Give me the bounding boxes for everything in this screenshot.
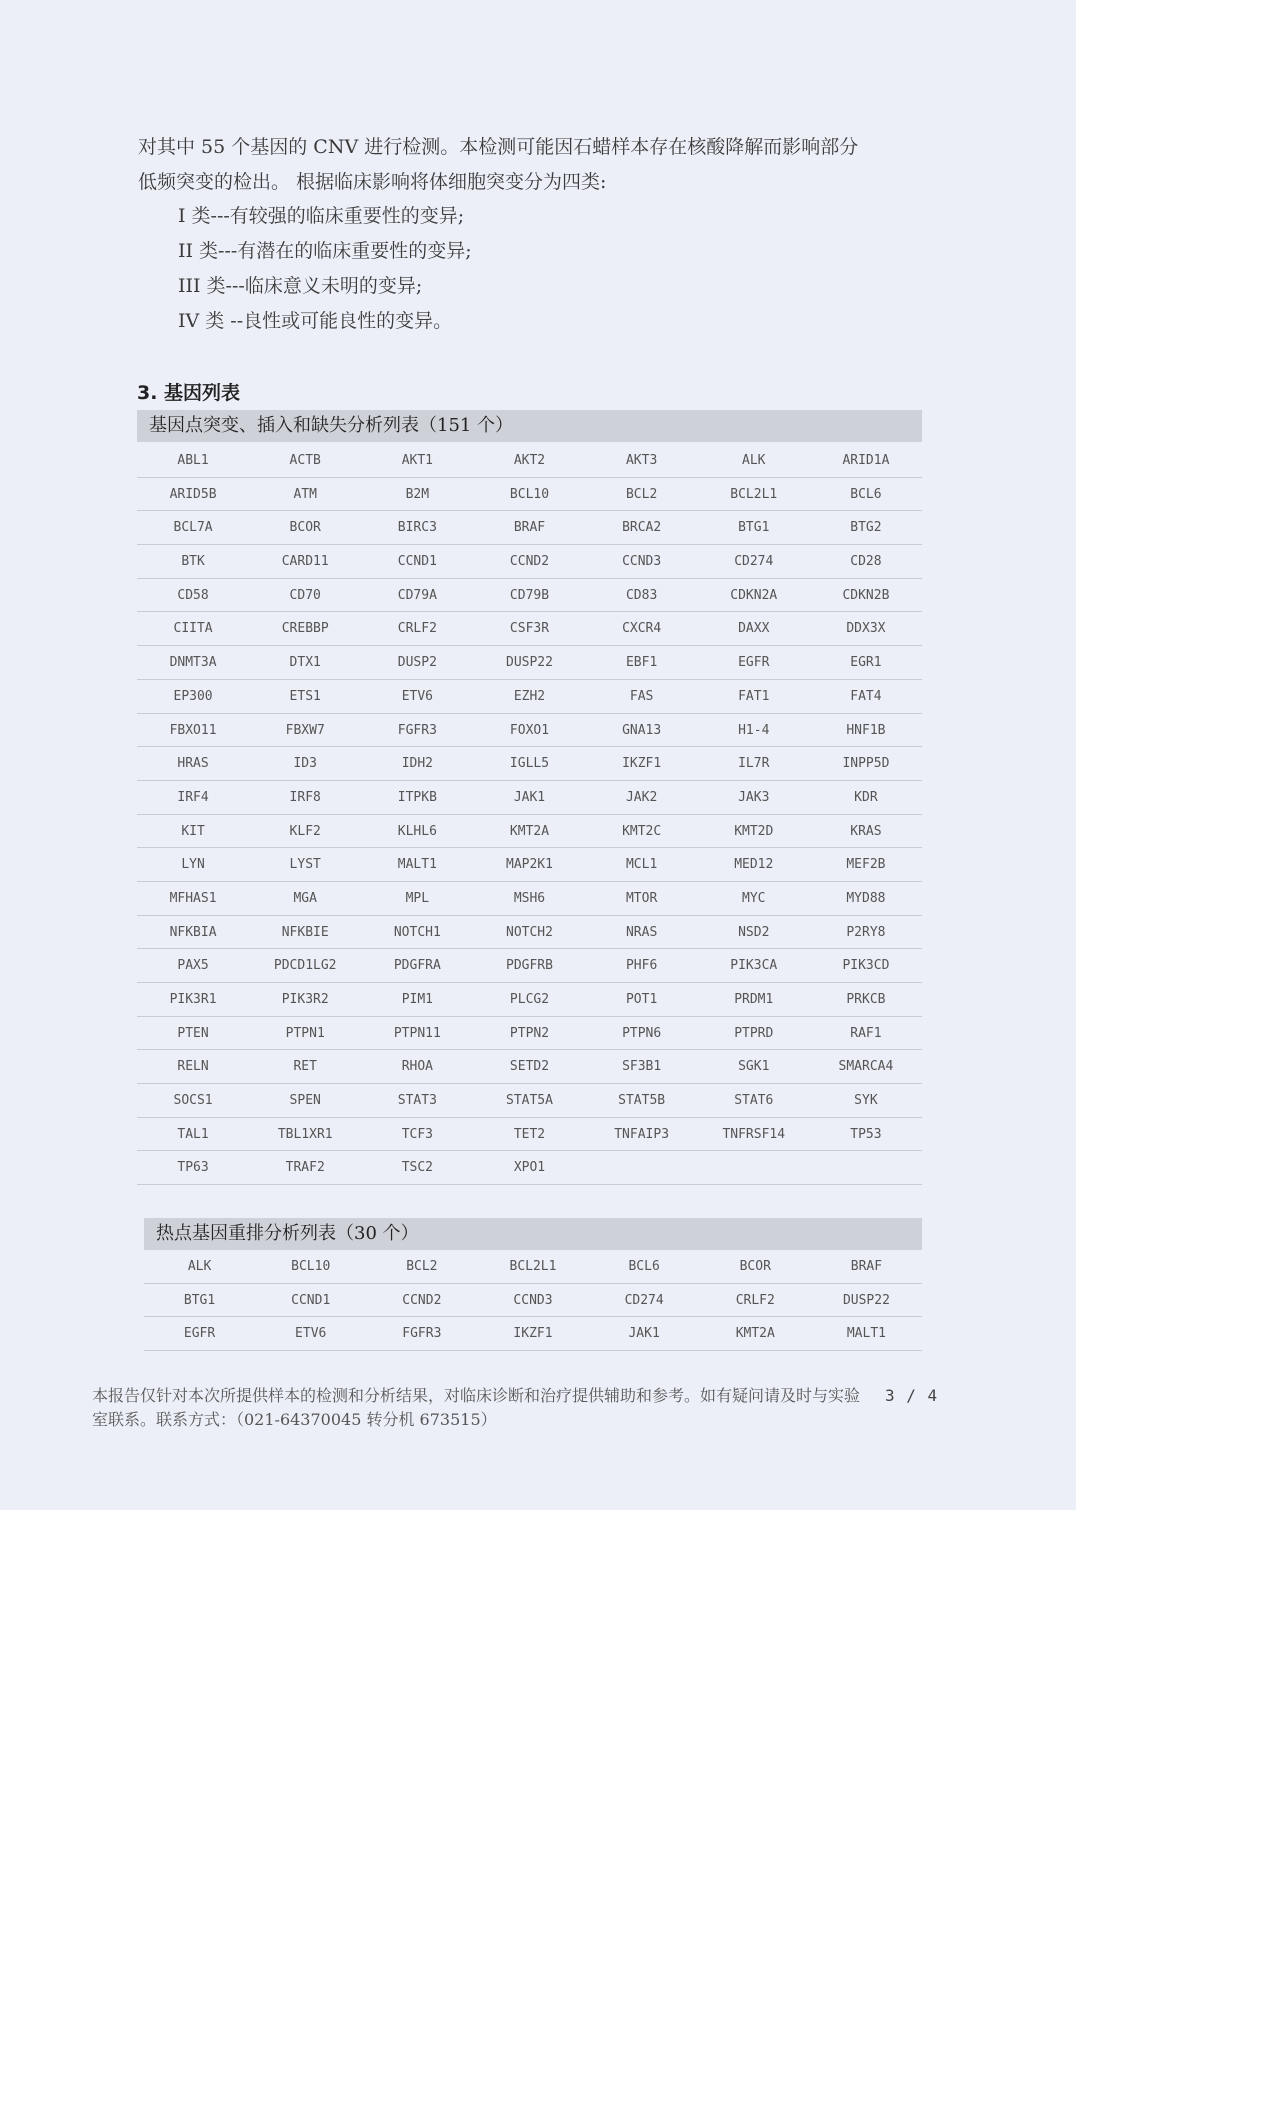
gene-cell: AKT2 (473, 444, 585, 478)
gene-cell: CDKN2A (698, 579, 810, 613)
gene-cell: MYD88 (810, 882, 922, 916)
gene-cell: FOXO1 (473, 714, 585, 748)
gene-cell: CD79A (361, 579, 473, 613)
gene-cell: EGR1 (810, 646, 922, 680)
gene-cell: BCL2 (366, 1250, 477, 1284)
gene-cell: HRAS (137, 747, 249, 781)
gene-cell: NFKBIE (249, 916, 361, 950)
gene-cell: PIK3CD (810, 949, 922, 983)
gene-cell: TET2 (473, 1118, 585, 1152)
gene-cell: CCND3 (477, 1284, 588, 1318)
gene-cell: TSC2 (361, 1151, 473, 1185)
gene-cell: ARID1A (810, 444, 922, 478)
gene-cell: LYST (249, 848, 361, 882)
gene-cell: CREBBP (249, 612, 361, 646)
gene-cell: TCF3 (361, 1118, 473, 1152)
gene-cell: H1-4 (698, 714, 810, 748)
gene-cell: KMT2D (698, 815, 810, 849)
gene-cell: ITPKB (361, 781, 473, 815)
gene-cell: MYC (698, 882, 810, 916)
gene-cell: DAXX (698, 612, 810, 646)
gene-cell: SGK1 (698, 1050, 810, 1084)
gene-cell: CCND1 (361, 545, 473, 579)
gene-cell: CD70 (249, 579, 361, 613)
gene-cell: IL7R (698, 747, 810, 781)
variant-class-list (178, 199, 472, 339)
gene-cell: PIK3CA (698, 949, 810, 983)
gene-cell: PHF6 (586, 949, 698, 983)
rearrangement-gene-table (144, 1250, 922, 1351)
gene-cell: RHOA (361, 1050, 473, 1084)
gene-cell: ETV6 (255, 1317, 366, 1351)
gene-cell: JAK1 (473, 781, 585, 815)
gene-cell: CXCR4 (586, 612, 698, 646)
gene-cell: AKT3 (586, 444, 698, 478)
gene-cell: ETS1 (249, 680, 361, 714)
gene-cell: FAS (586, 680, 698, 714)
gene-cell: IRF4 (137, 781, 249, 815)
gene-cell: DUSP22 (811, 1284, 922, 1318)
gene-cell: KMT2C (586, 815, 698, 849)
gene-cell: CD274 (589, 1284, 700, 1318)
gene-cell: STAT6 (698, 1084, 810, 1118)
gene-cell: ABL1 (137, 444, 249, 478)
gene-cell: TAL1 (137, 1118, 249, 1152)
gene-cell: CD83 (586, 579, 698, 613)
gene-cell: BTG1 (144, 1284, 255, 1318)
gene-cell: BCOR (700, 1250, 811, 1284)
gene-cell: XPO1 (473, 1151, 585, 1185)
gene-cell: KMT2A (473, 815, 585, 849)
gene-cell: DTX1 (249, 646, 361, 680)
class-item: III 类---临床意义未明的变异; (178, 275, 423, 297)
gene-cell: KLHL6 (361, 815, 473, 849)
gene-cell: CCND3 (586, 545, 698, 579)
gene-cell: BRCA2 (586, 511, 698, 545)
gene-cell: PTPN1 (249, 1017, 361, 1051)
gene-cell: IGLL5 (473, 747, 585, 781)
gene-cell: DNMT3A (137, 646, 249, 680)
gene-cell: POT1 (586, 983, 698, 1017)
gene-cell: FAT4 (810, 680, 922, 714)
gene-cell: MSH6 (473, 882, 585, 916)
gene-cell: MALT1 (361, 848, 473, 882)
gene-cell: ETV6 (361, 680, 473, 714)
gene-cell: ID3 (249, 747, 361, 781)
gene-cell: PAX5 (137, 949, 249, 983)
class-item: IV 类 --良性或可能良性的变异。 (178, 310, 453, 332)
gene-cell: BTG2 (810, 511, 922, 545)
section-heading: 3. 基因列表 (137, 382, 241, 404)
gene-cell: BCL2L1 (698, 478, 810, 512)
gene-cell: PTPN6 (586, 1017, 698, 1051)
gene-cell: MALT1 (811, 1317, 922, 1351)
gene-cell: PTPRD (698, 1017, 810, 1051)
gene-cell: EZH2 (473, 680, 585, 714)
gene-cell: DUSP2 (361, 646, 473, 680)
gene-cell: CCND2 (366, 1284, 477, 1318)
gene-cell: SOCS1 (137, 1084, 249, 1118)
gene-cell: LYN (137, 848, 249, 882)
gene-cell: PTPN11 (361, 1017, 473, 1051)
gene-cell: CARD11 (249, 545, 361, 579)
gene-cell (586, 1151, 698, 1185)
gene-cell: TNFRSF14 (698, 1118, 810, 1152)
point-mutation-gene-table (137, 444, 922, 1185)
gene-cell: SETD2 (473, 1050, 585, 1084)
gene-cell: PRDM1 (698, 983, 810, 1017)
intro-line-1: 对其中 55 个基因的 CNV 进行检测。本检测可能因石蜡样本存在核酸降解而影响部分 (138, 136, 859, 158)
gene-cell: EGFR (698, 646, 810, 680)
gene-cell: FAT1 (698, 680, 810, 714)
gene-cell: IKZF1 (477, 1317, 588, 1351)
gene-cell: PIM1 (361, 983, 473, 1017)
gene-cell: JAK2 (586, 781, 698, 815)
gene-cell: TNFAIP3 (586, 1118, 698, 1152)
gene-cell: INPP5D (810, 747, 922, 781)
gene-cell: CCND1 (255, 1284, 366, 1318)
gene-cell: BIRC3 (361, 511, 473, 545)
intro-line-2: 低频突变的检出。 根据临床影响将体细胞突变分为四类: (138, 171, 607, 193)
gene-cell: B2M (361, 478, 473, 512)
gene-cell: PLCG2 (473, 983, 585, 1017)
gene-cell: RELN (137, 1050, 249, 1084)
gene-cell: ALK (698, 444, 810, 478)
gene-cell: BCL2 (586, 478, 698, 512)
gene-cell: PTPN2 (473, 1017, 585, 1051)
gene-cell: ARID5B (137, 478, 249, 512)
report-disclaimer: 本报告仅针对本次所提供样本的检测和分析结果，对临床诊断和治疗提供辅助和参考。如有疑问请及时与实验室联系。联系方式：（021-64370045 转分机 673515） (92, 1386, 861, 1429)
gene-cell: ATM (249, 478, 361, 512)
gene-cell: PDGFRA (361, 949, 473, 983)
gene-cell: CDKN2B (810, 579, 922, 613)
gene-cell: TRAF2 (249, 1151, 361, 1185)
gene-cell (810, 1151, 922, 1185)
gene-cell: BCL7A (137, 511, 249, 545)
gene-cell: ALK (144, 1250, 255, 1284)
gene-cell: NOTCH2 (473, 916, 585, 950)
gene-cell (698, 1151, 810, 1185)
gene-cell: BCL6 (589, 1250, 700, 1284)
gene-cell: NRAS (586, 916, 698, 950)
page-number: 3 / 4 (885, 1386, 939, 1405)
gene-cell: BCL6 (810, 478, 922, 512)
gene-cell: FBXW7 (249, 714, 361, 748)
gene-cell: CCND2 (473, 545, 585, 579)
gene-cell: CRLF2 (700, 1284, 811, 1318)
gene-cell: FBXO11 (137, 714, 249, 748)
gene-cell: KRAS (810, 815, 922, 849)
gene-cell: CSF3R (473, 612, 585, 646)
gene-cell: FGFR3 (361, 714, 473, 748)
gene-cell: CD79B (473, 579, 585, 613)
gene-cell: MGA (249, 882, 361, 916)
gene-cell: BTG1 (698, 511, 810, 545)
gene-cell: STAT3 (361, 1084, 473, 1118)
gene-cell: EGFR (144, 1317, 255, 1351)
gene-cell: RAF1 (810, 1017, 922, 1051)
gene-cell: TP63 (137, 1151, 249, 1185)
gene-cell: PDCD1LG2 (249, 949, 361, 983)
gene-cell: NFKBIA (137, 916, 249, 950)
gene-cell: MFHAS1 (137, 882, 249, 916)
gene-cell: DDX3X (810, 612, 922, 646)
gene-cell: BCL10 (255, 1250, 366, 1284)
gene-cell: ACTB (249, 444, 361, 478)
gene-cell: NOTCH1 (361, 916, 473, 950)
gene-cell: DUSP22 (473, 646, 585, 680)
gene-cell: MTOR (586, 882, 698, 916)
gene-cell: IDH2 (361, 747, 473, 781)
gene-cell: SF3B1 (586, 1050, 698, 1084)
gene-cell: NSD2 (698, 916, 810, 950)
gene-cell: HNF1B (810, 714, 922, 748)
gene-cell: CIITA (137, 612, 249, 646)
gene-cell: PIK3R1 (137, 983, 249, 1017)
gene-cell: CD274 (698, 545, 810, 579)
gene-cell: PDGFRB (473, 949, 585, 983)
gene-cell: MCL1 (586, 848, 698, 882)
gene-cell: BCOR (249, 511, 361, 545)
gene-cell: JAK3 (698, 781, 810, 815)
gene-cell: STAT5B (586, 1084, 698, 1118)
gene-cell: SPEN (249, 1084, 361, 1118)
gene-cell: BCL2L1 (477, 1250, 588, 1284)
gene-cell: KMT2A (700, 1317, 811, 1351)
gene-cell: CD58 (137, 579, 249, 613)
gene-cell: TP53 (810, 1118, 922, 1152)
class-item: II 类---有潜在的临床重要性的变异; (178, 240, 472, 262)
gene-cell: FGFR3 (366, 1317, 477, 1351)
gene-cell: P2RY8 (810, 916, 922, 950)
gene-cell: JAK1 (589, 1317, 700, 1351)
gene-cell: BRAF (811, 1250, 922, 1284)
gene-cell: SYK (810, 1084, 922, 1118)
gene-cell: KLF2 (249, 815, 361, 849)
gene-cell: EBF1 (586, 646, 698, 680)
gene-cell: PTEN (137, 1017, 249, 1051)
gene-cell: EP300 (137, 680, 249, 714)
gene-cell: CRLF2 (361, 612, 473, 646)
gene-cell: BRAF (473, 511, 585, 545)
gene-cell: SMARCA4 (810, 1050, 922, 1084)
gene-cell: KIT (137, 815, 249, 849)
gene-cell: RET (249, 1050, 361, 1084)
gene-cell: PIK3R2 (249, 983, 361, 1017)
gene-cell: IKZF1 (586, 747, 698, 781)
gene-cell: KDR (810, 781, 922, 815)
gene-cell: BTK (137, 545, 249, 579)
gene-cell: GNA13 (586, 714, 698, 748)
gene-cell: PRKCB (810, 983, 922, 1017)
gene-cell: MPL (361, 882, 473, 916)
gene-cell: MEF2B (810, 848, 922, 882)
gene-cell: AKT1 (361, 444, 473, 478)
gene-cell: BCL10 (473, 478, 585, 512)
gene-cell: STAT5A (473, 1084, 585, 1118)
gene-cell: MED12 (698, 848, 810, 882)
point-mutation-table-title: 基因点突变、插入和缺失分析列表（151 个） (137, 410, 922, 442)
gene-cell: CD28 (810, 545, 922, 579)
gene-cell: TBL1XR1 (249, 1118, 361, 1152)
rearrangement-table-title: 热点基因重排分析列表（30 个） (144, 1218, 922, 1250)
gene-cell: MAP2K1 (473, 848, 585, 882)
class-item: I 类---有较强的临床重要性的变异; (178, 205, 465, 227)
gene-cell: IRF8 (249, 781, 361, 815)
intro-paragraph (138, 130, 938, 200)
